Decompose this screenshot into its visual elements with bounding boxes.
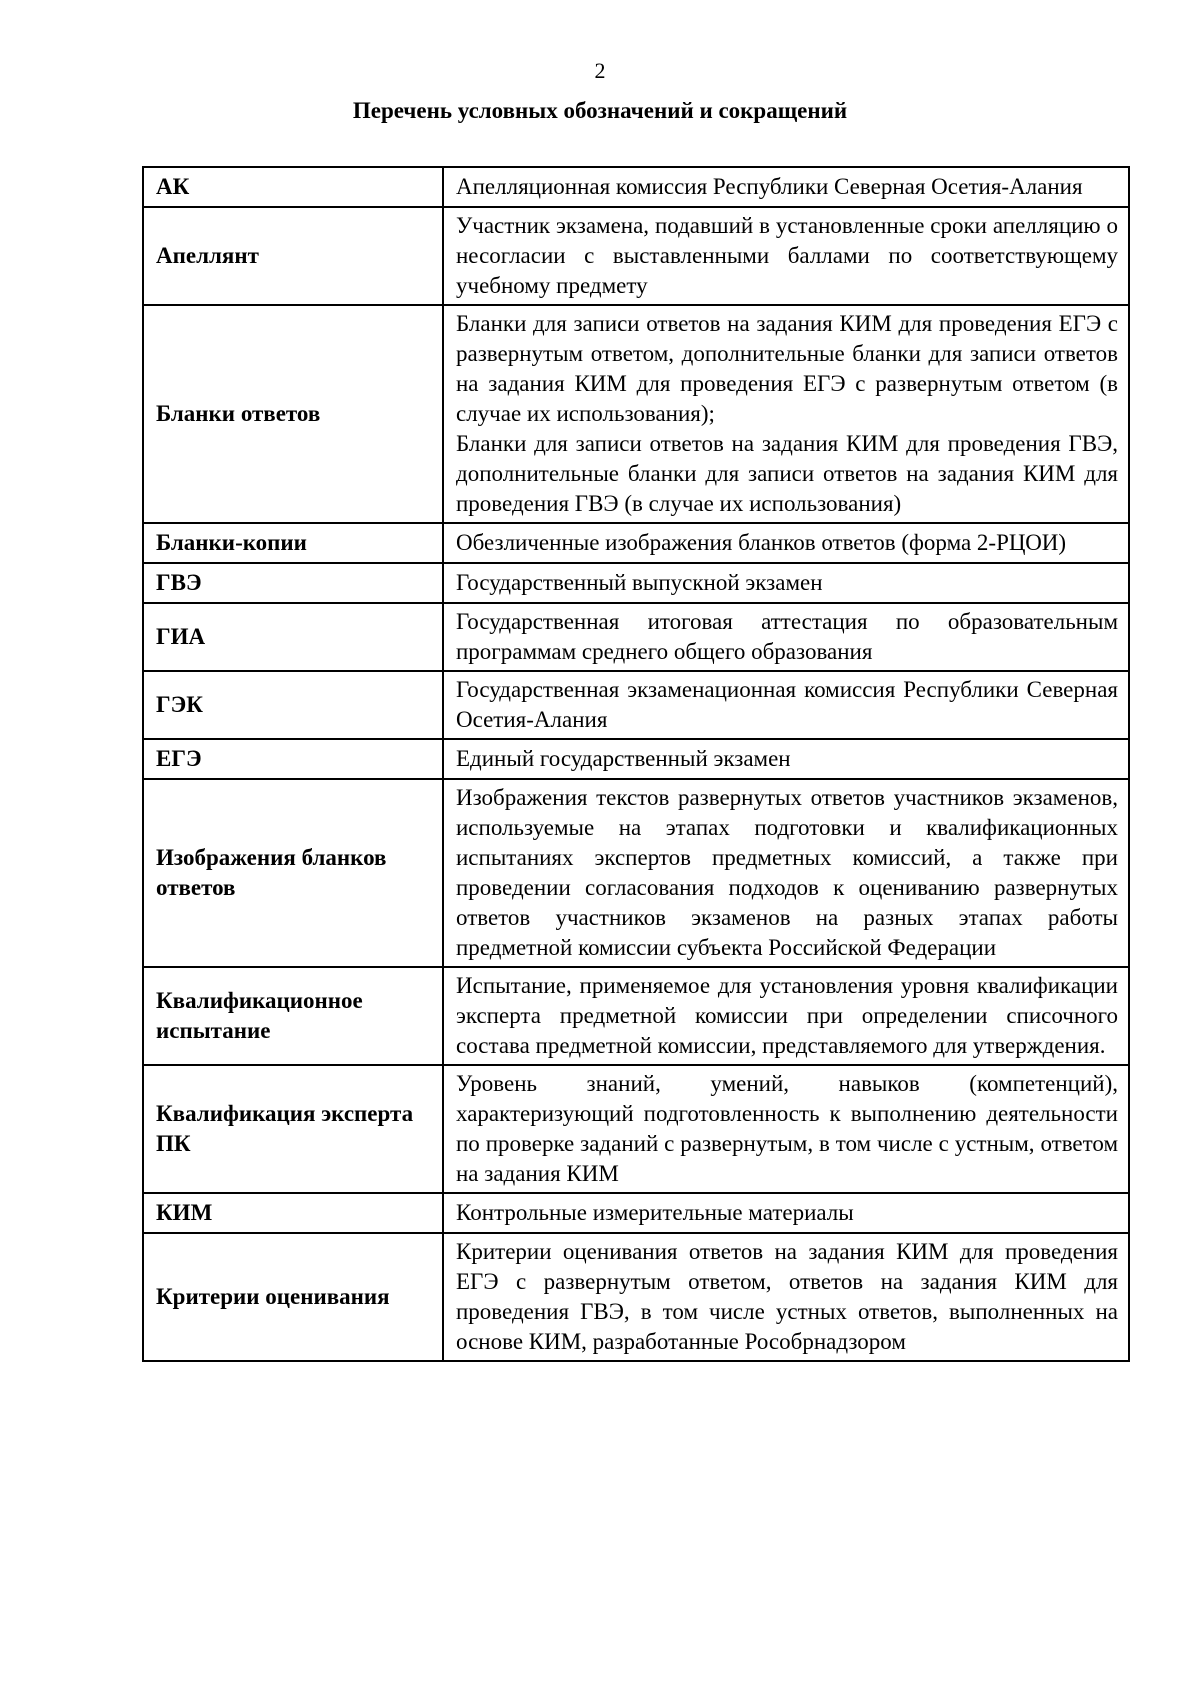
definition-cell xyxy=(443,779,1129,967)
table-row xyxy=(143,167,1129,207)
definition-paragraph: Критерии оценивания ответов на задания КИМ для проведения ЕГЭ с развернутым ответом, ответов на задания КИМ для проведения ГВЭ, в том числе устных ответов, выполненных на основе КИМ, разработанные Рособрнадзором xyxy=(456,1239,1118,1354)
definition-paragraph: Уровень знаний, умений, навыков (компетенций), характеризующий подготовленность к выполнению деятельности по проверке заданий с развернутым, в том числе с устным, ответом на задания КИМ xyxy=(456,1071,1118,1186)
term-cell: Критерии оценивания xyxy=(143,1233,443,1361)
abbreviations-table xyxy=(142,166,1130,1362)
term-cell: ЕГЭ xyxy=(143,739,443,779)
definition-paragraph: Государственная итоговая аттестация по образовательным программам среднего общего образования xyxy=(456,609,1118,664)
table-row xyxy=(143,1193,1129,1233)
term-cell: Квалификационное испытание xyxy=(143,967,443,1065)
definition-paragraph: Единый государственный экзамен xyxy=(456,746,791,771)
table-row xyxy=(143,563,1129,603)
definition-cell xyxy=(443,523,1129,563)
definition-cell xyxy=(443,739,1129,779)
term-cell: Бланки-копии xyxy=(143,523,443,563)
table-row xyxy=(143,779,1129,967)
definition-cell xyxy=(443,1233,1129,1361)
page-number: 2 xyxy=(594,58,606,83)
definition-paragraph: Изображения текстов развернутых ответов участников экзаменов, используемые на этапах подготовки и квалификационных испытаниях экспертов предметных комиссий, а также при проведении согласования подходов к оцениванию развернутых ответов участников экзаменов на разных этапах работы предметной комиссии субъекта Российской Федерации xyxy=(456,785,1118,960)
definition-cell xyxy=(443,603,1129,671)
term-cell: ГВЭ xyxy=(143,563,443,603)
term-cell: Апеллянт xyxy=(143,207,443,305)
term-cell: Квалификация эксперта ПК xyxy=(143,1065,443,1193)
table-row xyxy=(143,207,1129,305)
definition-cell xyxy=(443,305,1129,523)
page-title: Перечень условных обозначений и сокращений xyxy=(352,98,848,123)
table-row xyxy=(143,967,1129,1065)
table-row xyxy=(143,603,1129,671)
table-row xyxy=(143,1065,1129,1193)
term-cell: Изображения бланков ответов xyxy=(143,779,443,967)
definition-cell xyxy=(443,671,1129,739)
definition-cell xyxy=(443,563,1129,603)
definition-paragraph: Бланки для записи ответов на задания КИМ для проведения ГВЭ, дополнительные бланки для записи ответов на задания КИМ для проведения ГВЭ (в случае их использования) xyxy=(456,431,1118,516)
abbreviations-table-body xyxy=(143,167,1129,1361)
term-cell: АК xyxy=(143,167,443,207)
definition-paragraph: Апелляционная комиссия Республики Северная Осетия-Алания xyxy=(456,174,1083,199)
definition-paragraph: Контрольные измерительные материалы xyxy=(456,1200,854,1225)
definition-paragraph: Обезличенные изображения бланков ответов (форма 2-РЦОИ) xyxy=(456,530,1067,555)
definition-paragraph: Испытание, применяемое для установления уровня квалификации эксперта предметной комиссии при определении списочного состава предметной комиссии, представляемого для утверждения. xyxy=(456,973,1118,1058)
definition-cell xyxy=(443,207,1129,305)
term-cell: Бланки ответов xyxy=(143,305,443,523)
term-cell: ГЭК xyxy=(143,671,443,739)
term-cell: КИМ xyxy=(143,1193,443,1233)
table-row xyxy=(143,671,1129,739)
definition-paragraph: Бланки для записи ответов на задания КИМ для проведения ЕГЭ с развернутым ответом, дополнительные бланки для записи ответов на задания КИМ для проведения ЕГЭ с развернутым ответом (в случае их использования); xyxy=(456,311,1118,426)
definition-cell xyxy=(443,1193,1129,1233)
definition-cell xyxy=(443,1065,1129,1193)
definition-paragraph: Государственный выпускной экзамен xyxy=(456,570,823,595)
table-row xyxy=(143,739,1129,779)
definition-cell xyxy=(443,167,1129,207)
term-cell: ГИА xyxy=(143,603,443,671)
definition-paragraph: Участник экзамена, подавший в установленные сроки апелляцию о несогласии с выставленными баллами по соответствующему учебному предмету xyxy=(456,213,1118,298)
definition-cell xyxy=(443,967,1129,1065)
definition-paragraph: Государственная экзаменационная комиссия Республики Северная Осетия-Алания xyxy=(456,677,1118,732)
table-row xyxy=(143,523,1129,563)
table-row xyxy=(143,1233,1129,1361)
table-row xyxy=(143,305,1129,523)
